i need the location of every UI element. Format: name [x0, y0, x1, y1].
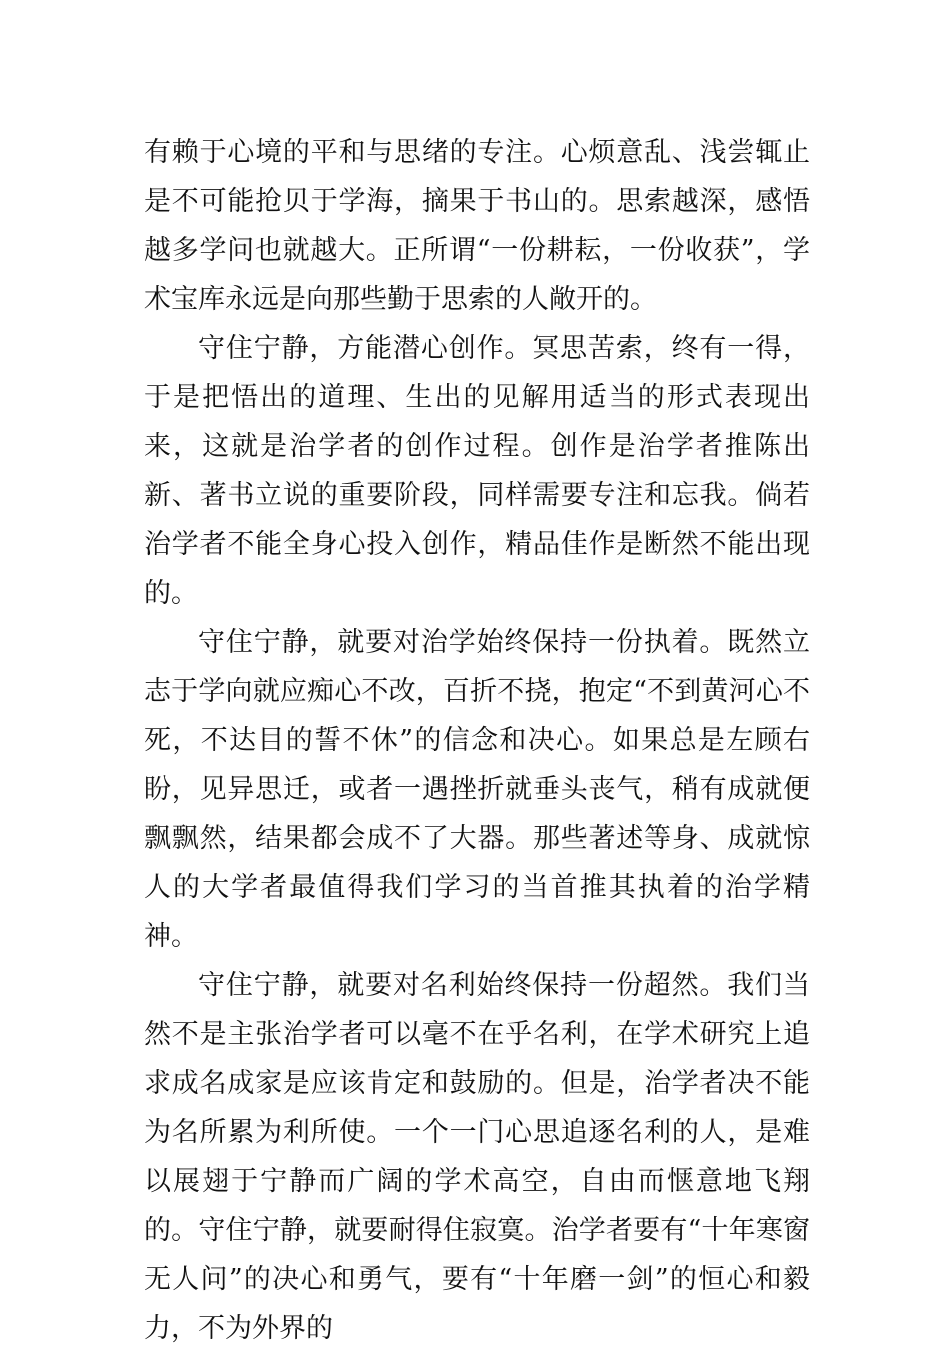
paragraph-1: 有赖于心境的平和与思绪的专注。心烦意乱、浅尝辄止是不可能抢贝于学海，摘果于书山的。思索越深，感悟越多学问也就越大。正所谓“一份耕耘，一份收获”，学术宝库永远是向那些勤于思索的人敞开的。	[144, 137, 810, 315]
body-text	[144, 128, 810, 1353]
paragraph-4: 守住宁静，就要对名利始终保持一份超然。我们当然不是主张治学者可以毫不在乎名利，在学术研究上追求成名成家是应该肯定和鼓励的。但是，治学者决不能为名所累为利所使。一个一门心思追逐名利的人，是难以展翅于宁静而广阔的学术高空，自由而惬意地飞翔的。守住宁静，就要耐得住寂寞。治学者要有“十年寒窗无人问”的决心和勇气，要有“十年磨一剑”的恒心和毅力，不为外界的	[144, 970, 810, 1344]
paragraph-3: 守住宁静，就要对治学始终保持一份执着。既然立志于学向就应痴心不改，百折不挠，抱定“不到黄河心不死，不达目的誓不休”的信念和决心。如果总是左顾右盼，见异思迁，或者一遇挫折就垂头丧气，稍有成就便飘飘然，结果都会成不了大器。那些著述等身、成就惊人的大学者最值得我们学习的当首推其执着的治学精神。	[144, 627, 810, 952]
paragraph-2: 守住宁静，方能潜心创作。冥思苦索，终有一得，于是把悟出的道理、生出的见解用适当的形式表现出来，这就是治学者的创作过程。创作是治学者推陈出新、著书立说的重要阶段，同样需要专注和忘我。倘若治学者不能全身心投入创作，精品佳作是断然不能出现的。	[144, 333, 810, 609]
